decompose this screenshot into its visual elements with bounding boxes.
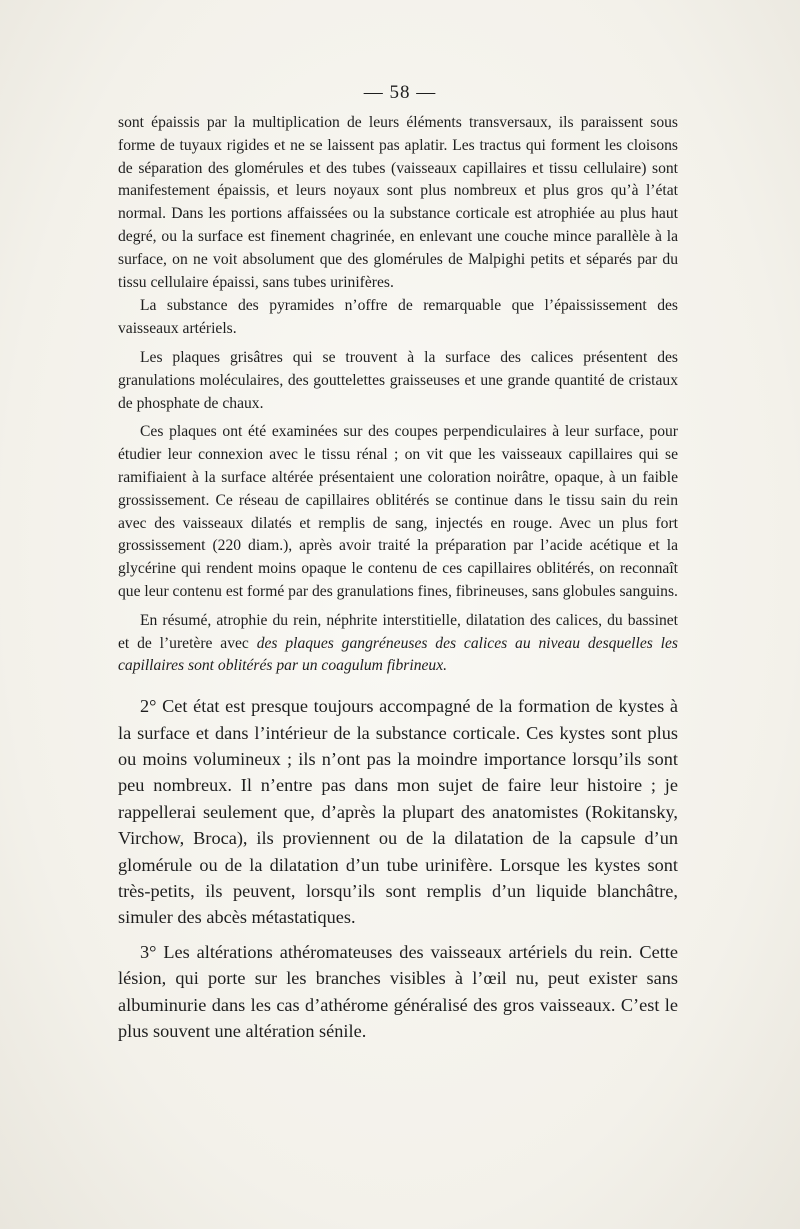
- paragraph-pyramides: La substance des pyramides n’offre de remarquable que l’épaississement des vaisseaux artériels.: [118, 297, 678, 338]
- paragraph-continued: sont épaissis par la multiplication de leurs éléments transversaux, ils paraissent sous forme de tuyaux rigides et ne se laissent pas aplatir. Les tractus qui forment les cloisons de séparation des glomérules et des tubes (vaisseaux capillaires et tissu cellulaire) sont manifestement épaissis, et leurs noyaux sont plus nombreux et plus gros qu’à l’état normal. Dans les portions affaissées ou la substance corticale est atrophiée au plus haut degré, ou la surface est finement chagrinée, en enlevant une couche mince parallèle à la surface, on ne voit absolument que des glomérules de Malpighi petits et séparés par du tissu cellulaire épaissi, sans tubes urinifères.: [118, 114, 678, 291]
- paragraph-kystes: 2° Cet état est presque toujours accompagné de la formation de kystes à la surface et dans l’intérieur de la substance corticale. Ces kystes sont plus ou moins volumineux ; ils n’ont pas la moindre importance lorsqu’ils sont peu nombreux. Il n’entre pas dans mon sujet de faire leur histoire ; je rappellerai seulement que, d’après la plupart des anatomistes (Rokitansky, Virchow, Broca), ils proviennent ou de la dilatation de la capsule d’un glomérule ou de la dilatation d’un tube urinifère. Lorsque les kystes sont très-petits, ils peuvent, lorsqu’ils sont remplis d’un liquide blanchâtre, simuler des abcès métastatiques.: [118, 696, 678, 928]
- paragraph-atheromateuses: 3° Les altérations athéromateuses des vaisseaux artériels du rein. Cette lésion, qui porte sur les branches visibles à l’œil nu, peut exister sans albuminurie dans les cas d’athérome généralisé des gros vaisseaux. C’est le plus souvent une altération sénile.: [118, 941, 678, 1041]
- page-number: — 58 —: [363, 82, 437, 103]
- large-print-section: [118, 693, 678, 1044]
- paragraph-resume: [118, 610, 678, 678]
- small-print-section: [118, 112, 678, 678]
- paragraph-plaques-grisatres: Les plaques grisâtres qui se trouvent à la surface des calices présentent des granulations moléculaires, des gouttelettes graisseuses et une grande quantité de cristaux de phosphate de chaux.: [118, 348, 678, 412]
- resume-italic-text: des plaques gangréneuses des calices au niveau desquelles les capillaires sont oblitérés par un coagulum fibrineux.: [118, 634, 678, 675]
- paragraph-coupes: Ces plaques ont été examinées sur des coupes perpendiculaires à leur surface, pour étudier leur connexion avec le tissu rénal ; on vit que les vaisseaux capillaires qui se ramifiaient à la surface altérée présentaient une coloration noirâtre, opaque, à un faible grossissement. Ce réseau de capillaires oblitérés se continue dans le tissu sain du rein avec des vaisseaux dilatés et remplis de sang, injectés en rouge. Avec un plus fort grossissement (220 diam.), après avoir traité la préparation par l’acide acétique et la glycérine qui rendent moins opaque le contenu de ces capillaires oblitérés, on reconnaît que leur contenu est formé par des granulations fines, fibrineuses, sans globules sanguins.: [118, 423, 678, 600]
- page-body: [118, 112, 678, 1044]
- resume-plain-text: En résumé, atrophie du rein, néphrite interstitielle, dilatation des calices, du bassinet et de l’uretère avec: [118, 611, 678, 652]
